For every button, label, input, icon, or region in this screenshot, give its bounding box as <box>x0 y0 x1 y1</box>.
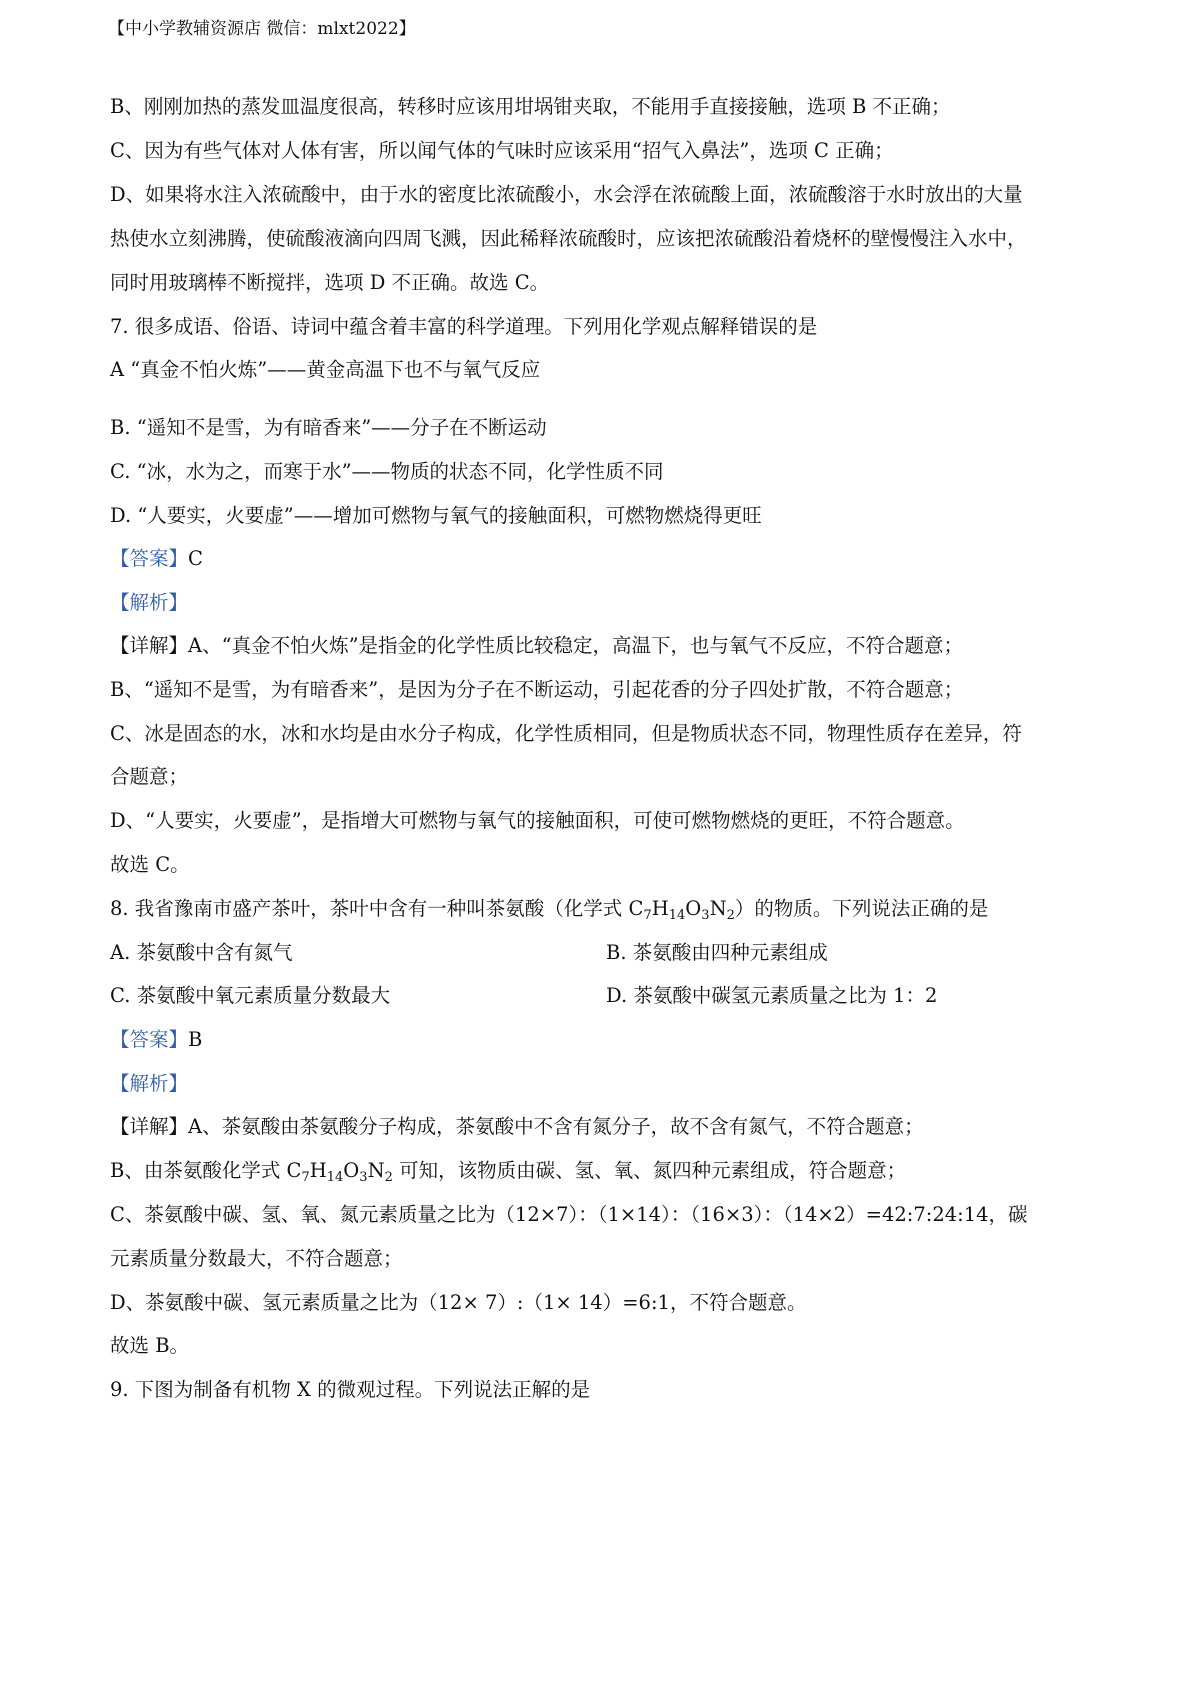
q7-stem: 7. 很多成语、俗语、诗词中蕴含着丰富的科学道理。下列用化学观点解释错误的是 <box>110 315 818 338</box>
q6-option-d-explanation-line3: 同时用玻璃棒不断搅拌，选项 D 不正确。故选 C。 <box>110 271 550 294</box>
q7-detail-c-line2: 合题意； <box>110 765 189 788</box>
answer-value: C <box>188 547 203 570</box>
q7-option-d: D. “人要实，火要虚”——增加可燃物与氧气的接触面积，可燃物燃烧得更旺 <box>110 504 762 527</box>
q9-stem: 9. 下图为制备有机物 X 的微观过程。下列说法正解的是 <box>110 1378 591 1401</box>
q7-detail-b: B、“遥知不是雪，为有暗香来”，是因为分子在不断运动，引起花香的分子四处扩散，不符合题意； <box>110 678 964 701</box>
q7-analysis-label: 【解析】 <box>110 591 189 614</box>
q8-detail-d: D、茶氨酸中碳、氢元素质量之比为（12× 7）:（1× 14）=6:1，不符合题意。 <box>110 1291 807 1314</box>
q8-option-a: A. 茶氨酸中含有氮气 <box>110 941 293 964</box>
chemical-formula: $C_7H_{14}O_3N_2$ <box>628 897 735 923</box>
q8-stem-prefix: 8. 我省豫南市盛产茶叶，茶叶中含有一种叫茶氨酸（化学式 <box>110 897 629 920</box>
answer-label: 【答案】 <box>110 1028 189 1051</box>
q8-detail-c-line2: 元素质量分数最大，不符合题意； <box>110 1247 403 1270</box>
q7-detail-a <box>110 633 963 659</box>
q6-option-d-explanation-line2: 热使水立刻沸腾，使硫酸液滴向四周飞溅，因此稀释浓硫酸时，应该把浓硫酸沿着烧杯的壁慢慢注入水中， <box>110 227 1027 250</box>
answer-label: 【答案】 <box>110 547 189 570</box>
detail-text: A、“真金不怕火炼”是指金的化学性质比较稳定，高温下，也与氧气不反应，不符合题意； <box>188 634 964 657</box>
q7-detail-d: D、“人要实，火要虚”，是指增大可燃物与氧气的接触面积，可使可燃物燃烧的更旺，不符合题意。 <box>110 809 965 832</box>
detail-label: 【详解】 <box>110 634 189 657</box>
detail-b-suffix: 可知，该物质由碳、氢、氧、氮四种元素组成，符合题意； <box>392 1159 907 1182</box>
q7-option-b: B. “遥知不是雪，为有暗香来”——分子在不断运动 <box>110 416 547 439</box>
q8-detail-c-line1: C、茶氨酸中碳、氢、氧、氮元素质量之比为（12×7）：（1×14）：（16×3）：（14×2）=42:7:24:14，碳 <box>110 1203 1028 1226</box>
detail-b-prefix: B、由茶氨酸化学式 <box>110 1159 287 1182</box>
q8-stem-suffix: ）的物质。下列说法正确的是 <box>734 897 989 920</box>
q8-analysis-label: 【解析】 <box>110 1072 189 1095</box>
q8-option-b: B. 茶氨酸由四种元素组成 <box>606 941 828 964</box>
q8-answer <box>110 1027 202 1053</box>
q8-conclusion: 故选 B。 <box>110 1334 190 1357</box>
answer-value: B <box>188 1028 203 1051</box>
detail-text: A、茶氨酸由茶氨酸分子构成，茶氨酸中不含有氮分子，故不含有氮气，不符合题意； <box>188 1115 924 1138</box>
q7-answer <box>110 546 203 572</box>
q8-detail-a <box>110 1114 924 1140</box>
q7-option-c: C. “冰，水为之，而寒于水”——物质的状态不同，化学性质不同 <box>110 460 664 483</box>
q8-stem <box>110 896 988 922</box>
q7-option-a: A “真金不怕火炼”——黄金高温下也不与氧气反应 <box>110 358 541 381</box>
q8-option-d: D. 茶氨酸中碳氢元素质量之比为 1：2 <box>606 984 938 1007</box>
q6-option-b-explanation: B、刚刚加热的蒸发皿温度很高，转移时应该用坩埚钳夹取，不能用手直接接触，选项 B 不正确； <box>110 95 951 118</box>
chemical-formula: $C_7H_{14}O_3N_2$ <box>286 1159 393 1185</box>
q7-conclusion: 故选 C。 <box>110 853 190 876</box>
detail-label: 【详解】 <box>110 1115 189 1138</box>
q7-detail-c-line1: C、冰是固态的水，冰和水均是由水分子构成，化学性质相同，但是物质状态不同，物理性质存在差异，符 <box>110 722 1022 745</box>
q8-option-c: C. 茶氨酸中氧元素质量分数最大 <box>110 984 391 1007</box>
page-header: 【中小学教辅资源店 微信：mlxt2022】 <box>108 19 416 39</box>
q6-option-c-explanation: C、因为有些气体对人体有害，所以闻气体的气味时应该采用“招气入鼻法”，选项 C 正确； <box>110 139 894 162</box>
q8-detail-b <box>110 1158 906 1184</box>
q6-option-d-explanation-line1: D、如果将水注入浓硫酸中，由于水的密度比浓硫酸小，水会浮在浓硫酸上面，浓硫酸溶于水时放出的大量 <box>110 183 1023 206</box>
